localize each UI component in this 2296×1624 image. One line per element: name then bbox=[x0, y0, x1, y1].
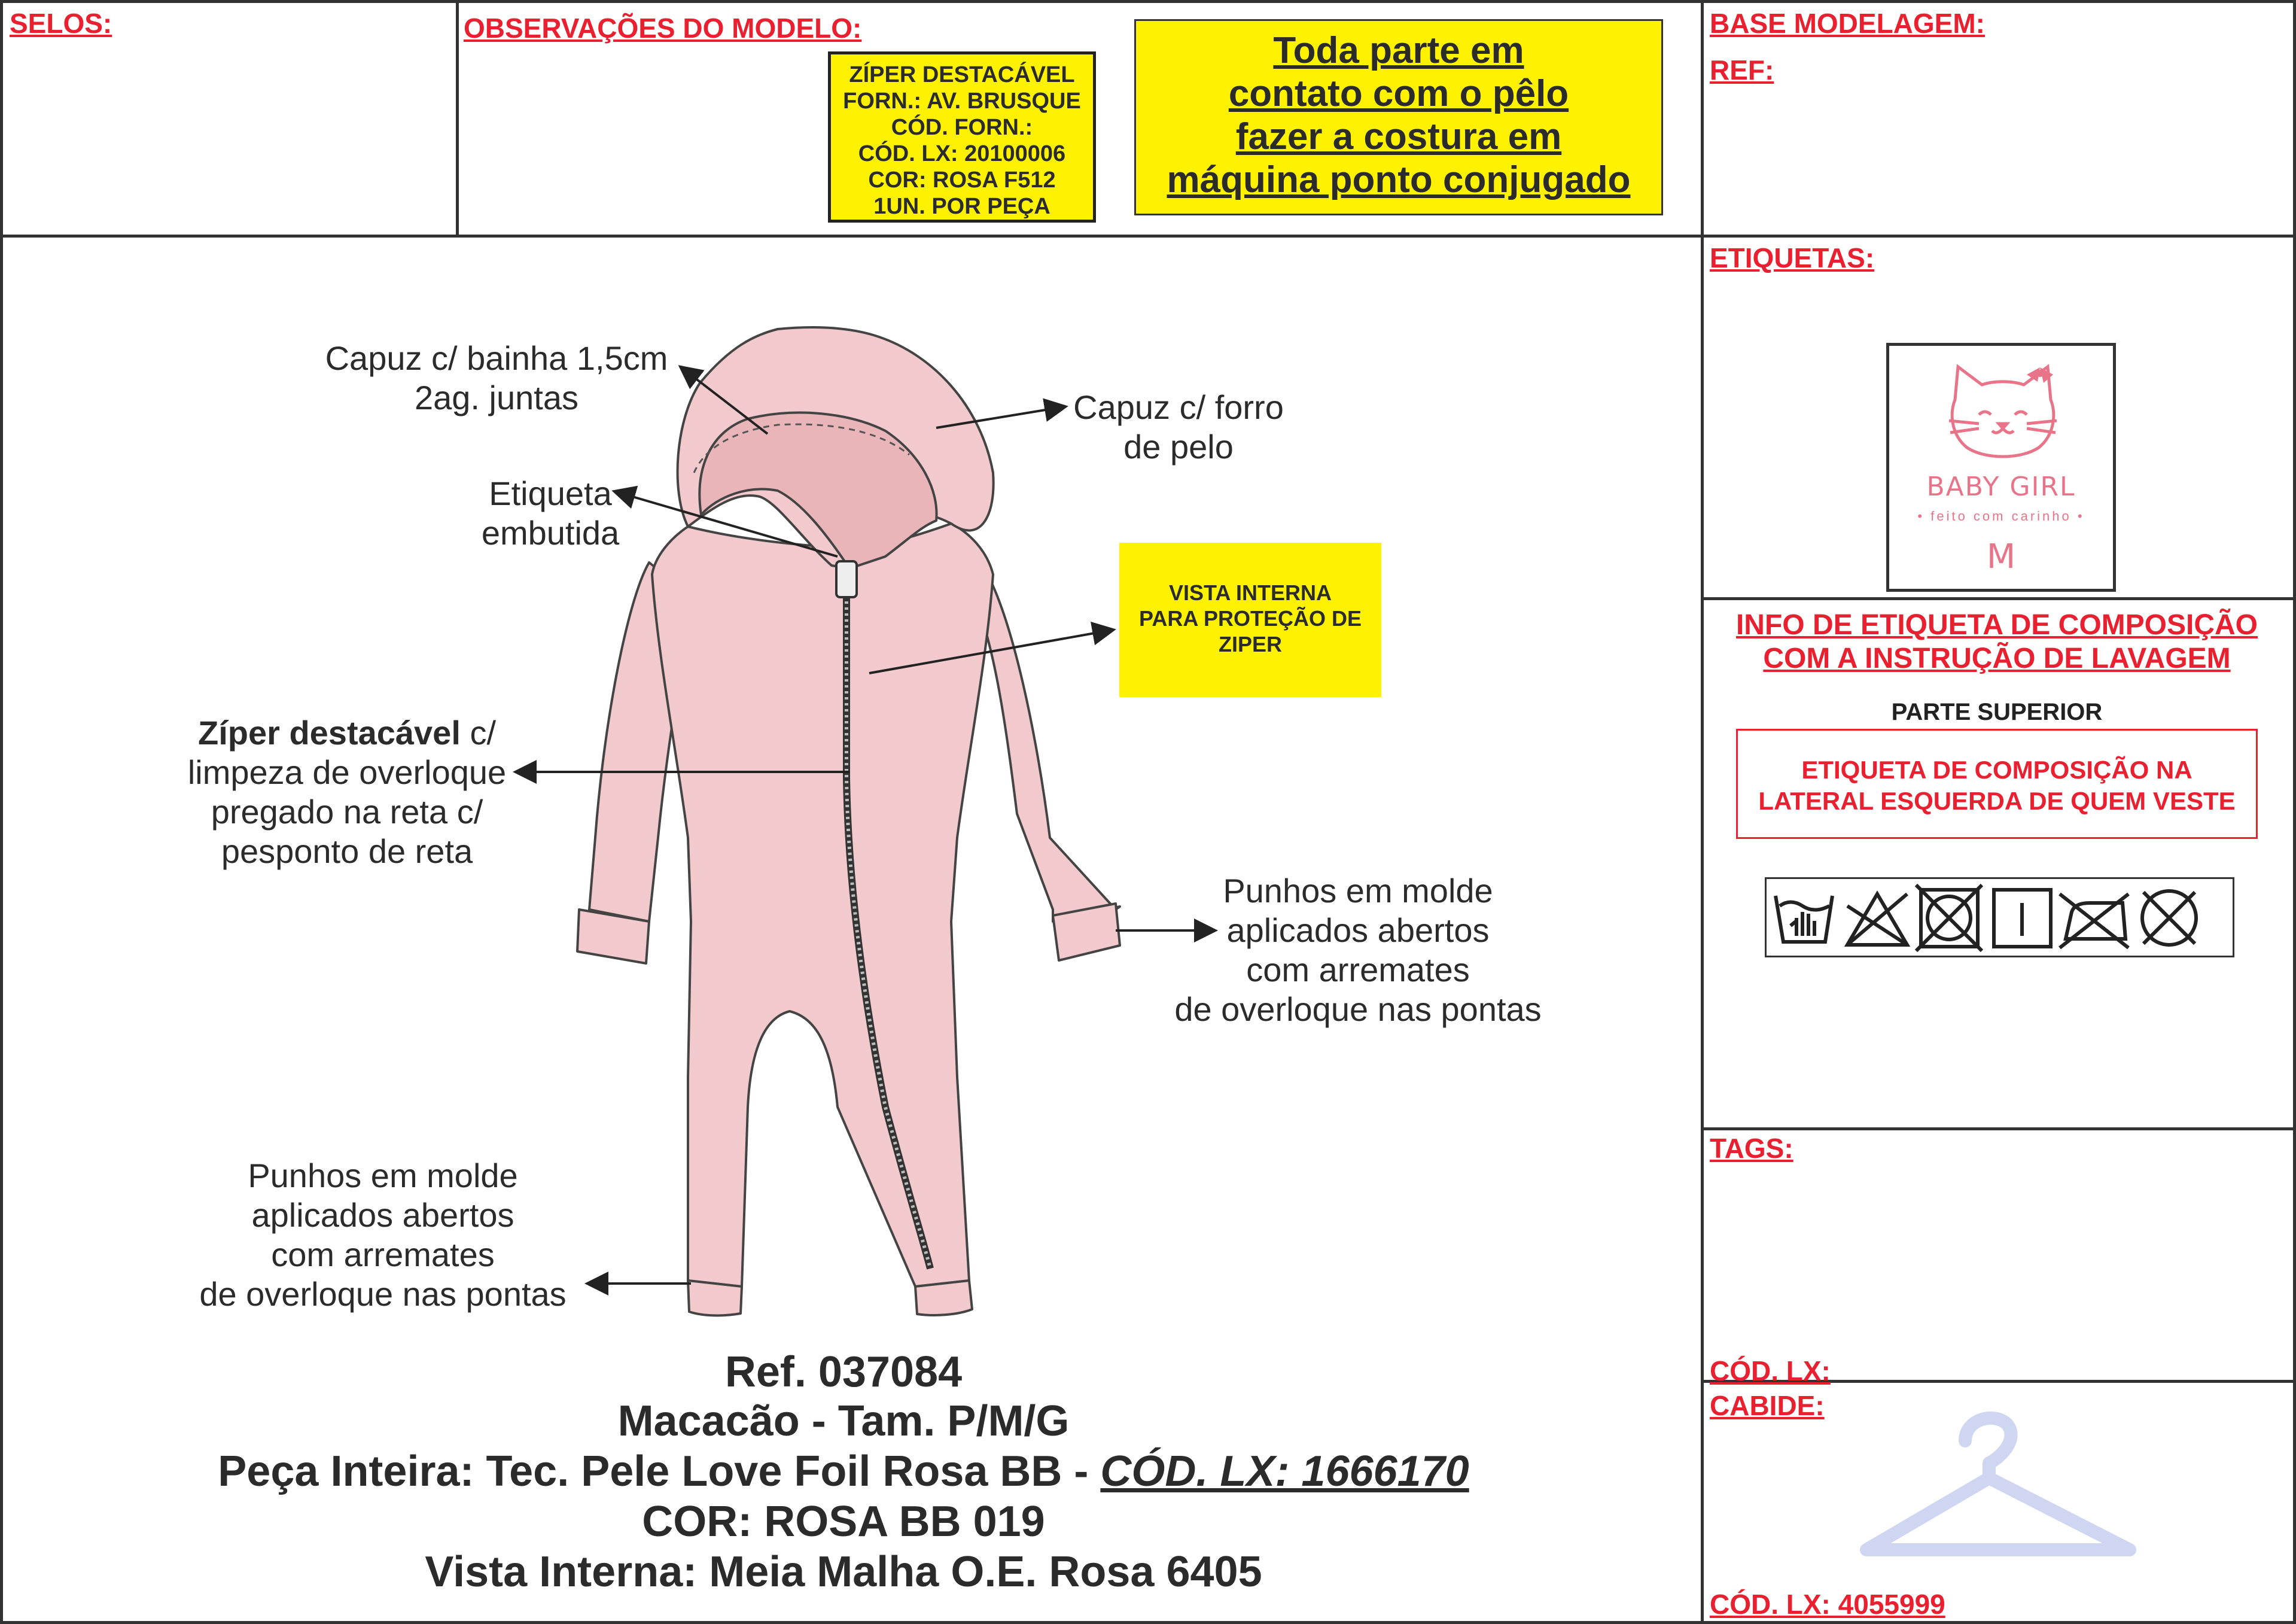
sewing-note-line: Toda parte em bbox=[1273, 30, 1524, 71]
etiquetas-label: ETIQUETAS: bbox=[1710, 242, 1875, 273]
note-line: pregado na reta c/ bbox=[211, 793, 483, 831]
cat-logo-icon bbox=[1937, 358, 2069, 466]
etiquetas-divider bbox=[1701, 597, 2296, 600]
sewing-note-line: contato com o pêlo bbox=[1228, 73, 1569, 114]
ref-label: REF: bbox=[1710, 54, 1774, 86]
no-dry-clean-icon bbox=[2142, 891, 2196, 945]
note-line: de overloque nas pontas bbox=[1174, 990, 1542, 1028]
vista-interna-box bbox=[1119, 543, 1381, 697]
note-line: de overloque nas pontas bbox=[199, 1275, 567, 1313]
no-bleach-icon bbox=[1847, 894, 1907, 945]
vista-line: VISTA INTERNA bbox=[1168, 580, 1332, 605]
note-line: de pelo bbox=[1123, 428, 1234, 466]
composition-box bbox=[1736, 729, 2258, 839]
vista-line: PARA PROTEÇÃO DE bbox=[1138, 606, 1362, 631]
parte-superior: PARTE SUPERIOR bbox=[1891, 699, 2103, 725]
product-name: Macacão - Tam. P/M/G bbox=[617, 1397, 1070, 1445]
zipper-line: ZÍPER DESTACÁVEL bbox=[849, 62, 1075, 87]
brand-label-preview bbox=[1886, 343, 2116, 592]
note-capuz-forro bbox=[1059, 388, 1298, 467]
note-line: 2ag. juntas bbox=[415, 379, 578, 416]
composition-line: ETIQUETA DE COMPOSIÇÃO NA bbox=[1801, 756, 2193, 784]
product-ref: Ref. 037084 bbox=[724, 1348, 963, 1396]
brand-name: BABY GIRL bbox=[1926, 472, 2076, 502]
zipper-pull bbox=[836, 561, 857, 597]
note-line: com arremates bbox=[1246, 951, 1470, 989]
composition-line: LATERAL ESQUERDA DE QUEM VESTE bbox=[1758, 787, 2236, 815]
note-punhos-left bbox=[173, 1156, 592, 1314]
cabide-code: CÓD. LX: 4055999 bbox=[1710, 1589, 1945, 1620]
note-line: Punhos em molde bbox=[248, 1157, 518, 1194]
note-line bbox=[156, 713, 538, 753]
note-line: Capuz c/ bainha 1,5cm bbox=[325, 339, 668, 377]
zipper-line: CÓD. LX: 20100006 bbox=[858, 141, 1066, 166]
note-capuz-bainha bbox=[311, 339, 682, 418]
product-lining: Vista Interna: Meia Malha O.E. Rosa 6405 bbox=[425, 1548, 1262, 1596]
hanger-icon bbox=[1849, 1406, 2148, 1580]
no-iron-icon bbox=[2060, 894, 2128, 948]
tags-divider bbox=[1701, 1127, 2296, 1130]
vista-line: ZIPER bbox=[1218, 632, 1282, 656]
brand-size: M bbox=[1986, 537, 2016, 576]
sewing-note-line: fazer a costura em bbox=[1235, 116, 1562, 157]
note-line: Punhos em molde bbox=[1223, 872, 1493, 910]
note-ziper bbox=[156, 713, 538, 871]
care-symbols bbox=[1767, 879, 2233, 957]
note-punhos-right bbox=[1149, 871, 1567, 1029]
line-dry-icon bbox=[1994, 890, 2051, 947]
note-line: limpeza de overloque bbox=[187, 753, 507, 791]
care-symbols-strip bbox=[1765, 877, 2234, 957]
selos-label: SELOS: bbox=[10, 8, 112, 39]
product-fabric bbox=[156, 1447, 1531, 1496]
note-line: aplicados abertos bbox=[251, 1196, 514, 1234]
tags-code: CÓD. LX: bbox=[1710, 1355, 1831, 1386]
ziper-bold-text: Zíper destacável bbox=[197, 714, 461, 752]
zipper-line: FORN.: AV. BRUSQUE bbox=[843, 89, 1081, 114]
note-line: aplicados abertos bbox=[1226, 911, 1490, 949]
border-bottom bbox=[0, 1621, 2296, 1624]
note-etiqueta bbox=[455, 474, 646, 553]
note-line: Etiqueta bbox=[489, 475, 612, 512]
sewing-note-line: máquina ponto conjugado bbox=[1167, 159, 1631, 200]
tags-label: TAGS: bbox=[1710, 1133, 1793, 1164]
note-line: pesponto de reta bbox=[221, 832, 473, 870]
fabric-prefix: Peça Inteira: Tec. Pele Love Foil Rosa BB - bbox=[218, 1447, 1101, 1495]
brand-tagline: • feito com carinho • bbox=[1917, 509, 2085, 524]
fabric-code: CÓD. LX: 1666170 bbox=[1100, 1447, 1469, 1495]
info-title-line: COM A INSTRUÇÃO DE LAVAGEM bbox=[1763, 643, 2231, 674]
zipper-line: CÓD. FORN.: bbox=[891, 115, 1033, 140]
zipper-line: COR: ROSA F512 bbox=[868, 168, 1056, 193]
zipper-line: 1UN. POR PEÇA bbox=[873, 194, 1050, 219]
note-line: Capuz c/ forro bbox=[1073, 388, 1284, 426]
observacoes-label: OBSERVAÇÕES DO MODELO: bbox=[464, 13, 862, 44]
product-color: COR: ROSA BB 019 bbox=[642, 1498, 1045, 1546]
info-title-line: INFO DE ETIQUETA DE COMPOSIÇÃO bbox=[1735, 609, 2258, 641]
base-modelagem-label: BASE MODELAGEM: bbox=[1710, 8, 1985, 39]
cabide-label: CABIDE: bbox=[1710, 1390, 1825, 1421]
no-tumble-dry-icon bbox=[1916, 885, 1982, 951]
hand-wash-icon bbox=[1776, 896, 1832, 942]
note-line: com arremates bbox=[271, 1236, 495, 1273]
ziper-rest-text: c/ bbox=[460, 714, 497, 752]
note-line: embutida bbox=[481, 514, 620, 552]
